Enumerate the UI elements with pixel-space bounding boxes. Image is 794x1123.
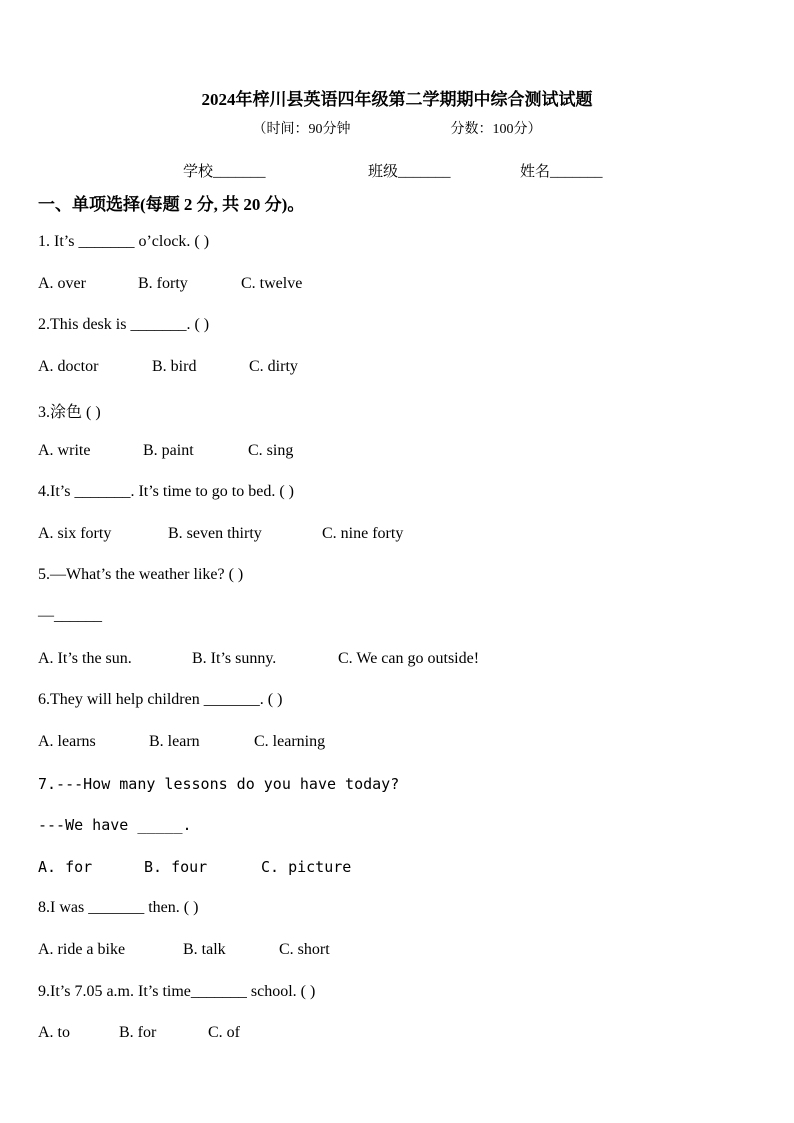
option-c: C. dirty [249,358,298,375]
question-7-answer-line: ---We have _____. [38,816,192,834]
school-field: 学校_______ [183,164,266,180]
option-b: B. four [144,858,208,876]
question-2: 2.This desk is _______. ( ) [38,316,210,333]
option-c: C. twelve [241,275,303,292]
question-7: 7.---How many lessons do you have today? [38,775,400,793]
class-field: 班级_______ [368,164,451,180]
section-heading: 一、单项选择(每题 2 分, 共 20 分)。 [38,195,305,214]
question-5: 5.—What’s the weather like? ( ) [38,566,244,583]
option-c: C. nine forty [322,525,404,542]
option-c: C. learning [254,733,326,750]
question-7-options [38,858,351,876]
option-a: A. write [38,442,91,459]
option-a: A. It’s the sun. [38,650,132,667]
option-a: A. learns [38,733,96,750]
question-1-options [38,275,302,293]
option-c: C. of [208,1024,240,1041]
question-9-options [38,1024,240,1042]
option-a: A. ride a bike [38,941,126,958]
question-5-answer-line: —______ [38,607,102,624]
option-b: B. It’s sunny. [192,650,277,667]
total-score: 分数：100分） [450,122,542,137]
question-2-options [38,358,298,376]
question-3-options [38,442,293,460]
question-3: 3.涂色 ( ) [38,404,101,421]
option-a: A. doctor [38,358,99,375]
question-9: 9.It’s 7.05 a.m. It’s time_______ school. ( ) [38,983,316,1000]
question-6: 6.They will help children _______. ( ) [38,691,283,708]
question-4: 4.It’s _______. It’s time to go to bed. ( ) [38,483,294,500]
question-8: 8.I was _______ then. ( ) [38,899,199,916]
option-b: B. forty [138,275,188,292]
page-title: 2024年梓川县英语四年级第二学期期中综合测试试题 [201,90,593,109]
question-4-options [38,525,403,543]
option-a: A. for [38,858,93,876]
option-b: B. for [119,1024,157,1041]
exam-meta [0,118,794,138]
option-b: B. learn [149,733,200,750]
option-b: B. paint [143,442,194,459]
option-c: C. short [279,941,330,958]
option-a: A. to [38,1024,70,1041]
option-b: B. bird [152,358,197,375]
time-limit: （时间：90分钟 [252,122,351,137]
question-5-options [38,650,479,668]
option-c: C. sing [248,442,294,459]
question-8-options [38,941,330,959]
question-6-options [38,733,325,751]
option-c: C. We can go outside! [338,650,480,667]
question-1: 1. It’s _______ o’clock. ( ) [38,233,210,250]
option-b: B. talk [183,941,226,958]
option-a: A. six forty [38,525,112,542]
name-field: 姓名_______ [520,164,603,180]
option-a: A. over [38,275,86,292]
option-c: C. picture [261,858,352,876]
option-b: B. seven thirty [168,525,262,542]
